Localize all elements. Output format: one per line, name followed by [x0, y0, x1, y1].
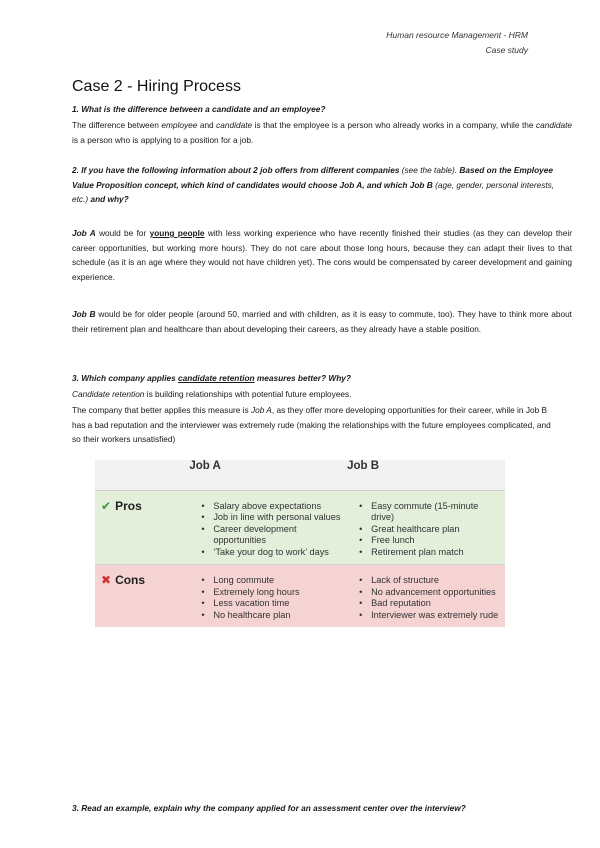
table-row-cons [95, 565, 505, 628]
row-label-cons [95, 565, 189, 628]
list-item: • Long commute [201, 575, 343, 587]
cell-cons-job-a [189, 565, 347, 628]
list-item: • Great healthcare plan [359, 524, 501, 536]
job-comparison-table [95, 460, 505, 627]
list-item: • Free lunch [359, 535, 501, 547]
list-item: • Lack of structure [359, 575, 501, 587]
question-4: 3. Read an example, explain why the company applied for an assessment center over the interview? [72, 803, 466, 813]
list-item: • Bad reputation [359, 598, 501, 610]
page-header [386, 28, 528, 58]
list-item: • No advancement opportunities [359, 587, 501, 599]
question-2: 2. If you have the following information about 2 job offers from different companies (see the table). Based on the Employee Value Proposition concept, which kind of candidates would choose Job A, and which Job B (age, gender, personal interests, etc.) and why? [72, 165, 555, 204]
answer-job-a: Job A would be for young people with less working experience who have recently finished their studies (as they can develop their career opportunities, but working more hours). They do not care about those long hours, because they can adapt their lives to that schedule (as it is an age where they would not have children yet). The cons would be compensated by career development and gaining experience. [72, 228, 572, 282]
question-1: 1. What is the difference between a candidate and an employee? [72, 104, 326, 114]
answer-3: The company that better applies this measure is Job A, as they offer more developing opportunities for their career, while in Job B has a bad reputation and the interviewer was extremely rude (making the relationships with the future employees complicated, and so their workers unsatisfied) [72, 405, 551, 444]
cell-pros-job-a [189, 490, 347, 565]
answer-job-b: Job B would be for older people (around 50, married and with children, as it is easy to commute, too). They have to think more about their retirement plan and healthcare than about developing their careers, as they already have a stable position. [72, 309, 572, 334]
pros-label: Pros [115, 498, 142, 513]
column-header-job-a: Job A [189, 460, 347, 490]
table-corner [95, 460, 189, 490]
list-item: • Less vacation time [201, 598, 343, 610]
table-row-pros [95, 490, 505, 565]
list-item: • Career development opportunities [201, 524, 343, 547]
list-item: • Extremely long hours [201, 587, 343, 599]
definition-retention: Candidate retention is building relationships with potential future employees. [72, 389, 352, 399]
cons-label: Cons [115, 573, 146, 587]
row-label-pros [95, 490, 189, 565]
column-header-job-b: Job B [347, 460, 505, 490]
cell-pros-job-b [347, 490, 505, 565]
cell-cons-job-b [347, 565, 505, 628]
list-item: • Retirement plan match [359, 547, 501, 559]
cross-icon: ✖ [101, 573, 112, 587]
list-item: • Job in line with personal values [201, 512, 343, 524]
check-icon: ✔ [101, 498, 112, 513]
question-3: 3. Which company applies candidate retention measures better? Why? [72, 373, 351, 383]
header-course: Human resource Management - HRM [386, 30, 528, 40]
page-title: Case 2 - Hiring Process [72, 78, 241, 95]
header-type: Case study [485, 45, 528, 55]
list-item: • Easy commute (15-minute drive) [359, 501, 501, 524]
list-item: • Salary above expectations [201, 501, 343, 513]
list-item: • Interviewer was extremely rude [359, 610, 501, 622]
answer-1: The difference between employee and candidate is that the employee is a person who already works in a company, while the candidate is a person who is applying to a position for a job. [72, 120, 572, 145]
table-header-row [95, 460, 505, 490]
list-item: • No healthcare plan [201, 610, 343, 622]
list-item: • ‘Take your dog to work’ days [201, 547, 343, 559]
